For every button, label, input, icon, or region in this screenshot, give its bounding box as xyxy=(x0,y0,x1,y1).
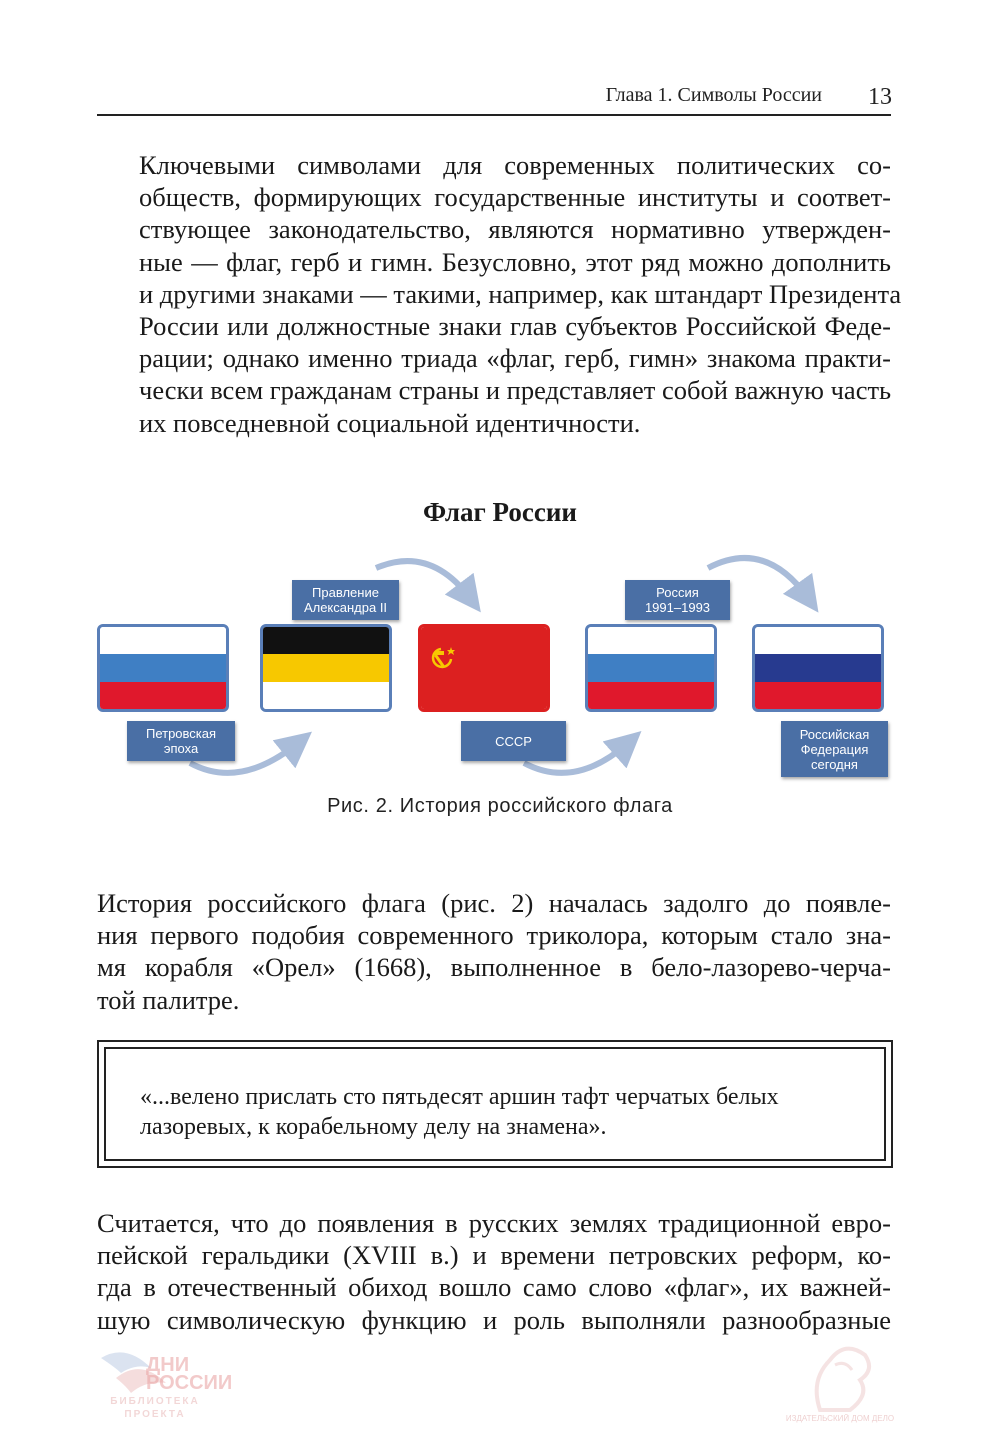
paragraph-line: обществ, формирующих государственные институты и соответ- xyxy=(139,182,891,213)
label-rf-today xyxy=(781,721,888,777)
quote-line: «...велено прислать сто пятьдесят аршин тафт черчатых белых xyxy=(140,1084,779,1110)
paragraph-line: мя корабля «Орел» (1668), выполненное в бело-лазорево-черча- xyxy=(97,952,891,983)
rf-today-flag xyxy=(752,624,884,712)
flag-stripe xyxy=(263,682,389,709)
ussr-flag xyxy=(418,624,550,712)
page-number: 13 xyxy=(868,84,892,110)
hammer-sickle-icon xyxy=(429,645,459,675)
paragraph-line: пейской геральдики (XVIII в.) и времени петровских реформ, ко- xyxy=(97,1240,891,1271)
figure-caption: Рис. 2. История российского флага xyxy=(327,795,673,817)
label-text: Россия 1991–1993 xyxy=(644,585,711,615)
flag-stripe xyxy=(755,654,881,681)
watermark-left-text: ДНИ РОССИИ xyxy=(146,1354,233,1394)
paragraph-line: рации; однако именно триада «флаг, герб, гимн» знакома практи- xyxy=(139,343,891,374)
label-text: Российская Федерация сегодня xyxy=(799,726,870,772)
paragraph-line: гда в отечественный обиход вошло само слово «флаг», их важней- xyxy=(97,1272,891,1303)
paragraph-line: История российского флага (рис. 2) началась задолго до появле- xyxy=(97,888,891,918)
flag-stripe xyxy=(421,682,547,709)
label-text: Правление Александра II xyxy=(303,585,388,615)
watermark-left-subtext: БИБЛИОТЕКА ПРОЕКТА xyxy=(110,1396,200,1420)
paragraph-line: и другими знаками — такими, например, как штандарт Президента xyxy=(139,278,902,309)
label-ussr xyxy=(461,721,566,761)
alexander-flag xyxy=(260,624,392,712)
flag-stripe xyxy=(263,627,389,654)
paragraph-line: шую символическую функцию и роль выполняли разнообразные xyxy=(97,1304,891,1335)
quote-inner-frame xyxy=(104,1047,886,1161)
paragraph-line: ствующее законодательство, являются нормативно утвержден- xyxy=(139,214,891,245)
quote-text xyxy=(140,1082,860,1142)
flag-stripe xyxy=(588,654,714,681)
flag-stripe xyxy=(100,627,226,654)
flag-stripe xyxy=(263,654,389,681)
paragraph-line: России или должностные знаки глав субъектов Российской Феде- xyxy=(139,311,891,342)
flag-stripe xyxy=(588,682,714,709)
quote-box xyxy=(97,1040,893,1168)
label-petrine-era xyxy=(127,721,235,761)
label-text: Петровская эпоха xyxy=(145,726,217,756)
label-russia-1991 xyxy=(625,580,730,620)
heraldry-paragraph xyxy=(97,1207,891,1336)
flag-stripe xyxy=(755,682,881,709)
history-paragraph xyxy=(97,887,891,1016)
flag-stripe xyxy=(100,682,226,709)
paragraph-line: ния первого подобия современного триколора, которым стало зна- xyxy=(97,920,891,951)
lion-logo-watermark-icon xyxy=(790,1330,890,1420)
watermark-right-text: ИЗДАТЕЛЬСКИЙ ДОМ ДЕЛО xyxy=(785,1414,895,1423)
figure-title: Флаг России xyxy=(423,497,577,527)
paragraph-line: их повседневной социальной идентичности. xyxy=(139,407,641,438)
petrine-flag xyxy=(97,624,229,712)
flag-stripe xyxy=(755,627,881,654)
flag-stripe xyxy=(588,627,714,654)
flag-stripe xyxy=(100,654,226,681)
paragraph-line: Ключевыми символами для современных политических со- xyxy=(139,150,891,180)
label-text: СССР xyxy=(495,733,532,749)
paragraph-line: той палитре. xyxy=(97,984,240,1015)
paragraph-line: чески всем гражданам страны и представляет собой важную часть xyxy=(139,375,892,406)
paragraph-line: ные — флаг, герб и гимн. Безусловно, этот ряд можно дополнить xyxy=(139,246,891,277)
russia-1991-flag xyxy=(585,624,717,712)
running-header-title: Глава 1. Символы России xyxy=(605,84,822,106)
quote-line: лазоревых, к корабельному делу на знамена». xyxy=(140,1114,607,1140)
label-alexander-ii xyxy=(292,580,399,620)
paragraph-line: Считается, что до появления в русских землях традиционной евро- xyxy=(97,1208,891,1238)
